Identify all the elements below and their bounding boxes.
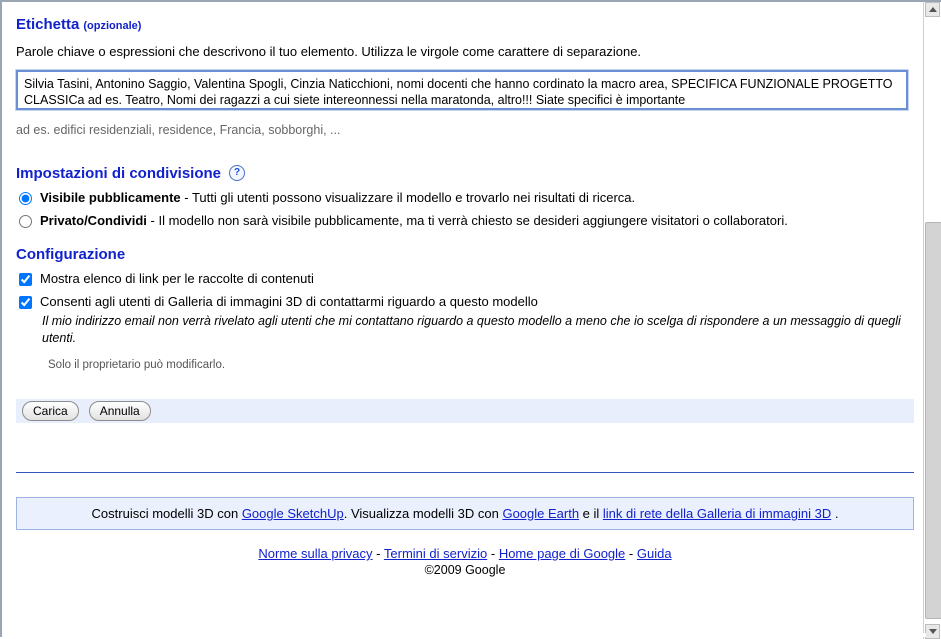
google-home-link[interactable]: Home page di Google (498, 546, 626, 561)
sharing-option-private[interactable] (16, 213, 908, 228)
network-link[interactable]: link di rete della Galleria di immagini 3D (602, 506, 832, 521)
sharing-radio-public[interactable] (19, 192, 32, 205)
footer-promo-box (16, 497, 914, 530)
upload-button[interactable]: Carica (22, 401, 79, 421)
help-icon[interactable]: ? (229, 165, 245, 181)
config-checkbox-allow-contact-row[interactable] (16, 294, 908, 309)
tags-section (16, 2, 908, 137)
config-section (16, 246, 908, 371)
vertical-scrollbar[interactable] (923, 2, 941, 639)
footer-separator-3: - (628, 546, 634, 561)
sharing-option-public-desc: - Tutti gli utenti possono visualizzare il modello e trovarlo nei risultati di ricerca. (180, 190, 636, 205)
tags-input-wrap (16, 70, 908, 113)
help-link[interactable]: Guida (636, 546, 672, 561)
sharing-option-public-label: Visibile pubblicamente (40, 190, 181, 205)
config-checkbox-show-links-row[interactable] (16, 271, 908, 286)
scrollbar-thumb[interactable] (925, 222, 941, 619)
page-content (2, 2, 922, 639)
tags-input[interactable] (16, 70, 908, 110)
config-checkbox-allow-contact-label: Consenti agli utenti di Galleria di immagini 3D di contattarmi riguardo a questo modello (40, 294, 538, 309)
sketchup-link[interactable]: Google SketchUp (241, 506, 344, 521)
sharing-section (16, 165, 908, 228)
tags-section-title: Etichetta (16, 16, 80, 33)
scroll-up-arrow-icon[interactable] (925, 2, 940, 17)
form-button-bar (16, 399, 914, 423)
footer-separator-1: - (376, 546, 381, 561)
tags-optional-note: (opzionale) (83, 20, 142, 32)
google-earth-link[interactable]: Google Earth (502, 506, 580, 521)
config-owner-note: Solo il proprietario può modificarlo. (48, 359, 226, 371)
footer-promo-end: . (831, 506, 839, 521)
footer-promo-mid2: e il (579, 506, 603, 521)
footer-divider (16, 472, 914, 473)
privacy-link[interactable]: Norme sulla privacy (258, 546, 373, 561)
config-checkbox-show-links[interactable] (19, 273, 32, 286)
footer-links (16, 546, 914, 561)
sharing-option-public[interactable] (16, 190, 908, 205)
copyright-text: ©2009 Google (424, 563, 506, 577)
sharing-option-private-label: Privato/Condividi (40, 213, 147, 228)
terms-link[interactable]: Termini di servizio (383, 546, 488, 561)
footer-promo-mid: . Visualizza modelli 3D con (343, 506, 503, 521)
bottom-strip (2, 633, 926, 637)
config-checkbox-allow-contact[interactable] (19, 296, 32, 309)
config-email-privacy-note: Il mio indirizzo email non verrà rivelato agli utenti che mi contattano riguardo a questo modello a meno che io scelga di rispondere a un messaggio di quegli utenti. (42, 314, 901, 345)
footer-promo-pre: Costruisci modelli 3D con (91, 506, 242, 521)
config-checkbox-show-links-label: Mostra elenco di link per le raccolte di contenuti (40, 271, 314, 286)
config-section-title: Configurazione (16, 246, 126, 263)
footer-separator-2: - (490, 546, 496, 561)
sharing-radio-private[interactable] (19, 215, 32, 228)
tags-hint: ad es. edifici residenziali, residence, Francia, sobborghi, ... (16, 123, 341, 137)
tags-description: Parole chiave o espressioni che descrivono il tuo elemento. Utilizza le virgole come carattere di separazione. (16, 44, 642, 59)
sharing-section-title: Impostazioni di condivisione (16, 165, 222, 182)
cancel-button[interactable]: Annulla (89, 401, 151, 421)
sharing-option-private-desc: - Il modello non sarà visibile pubblicamente, ma ti verrà chiesto se desideri aggiungere visitatori o collaboratori. (146, 213, 788, 228)
